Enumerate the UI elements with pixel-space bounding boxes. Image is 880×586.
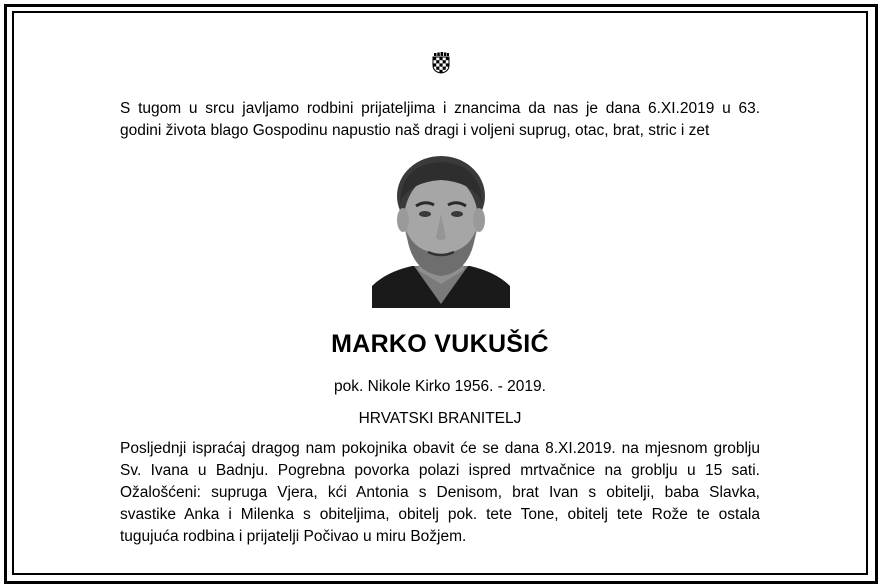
intro-paragraph: [120, 98, 760, 142]
intro-line-2: godini života blago Gospodinu napustio naš dragi i voljeni suprug, otac, brat, stric i zet: [120, 122, 710, 139]
body-line-4: svastike Anka i Milenka s obiteljima, obitelj pok. tete Tone, obitelj tete Rože te ostala: [120, 506, 760, 523]
funeral-details-paragraph: [120, 438, 760, 548]
croatian-coat-of-arms-icon: [432, 52, 450, 74]
body-line-2: Sv. Ivana u Badnju. Pogrebna povorka polazi ispred mrtvačnice na groblju u 15 sati.: [120, 462, 760, 479]
deceased-name: MARKO VUKUŠIĆ: [331, 330, 549, 358]
lineage-dates: pok. Nikole Kirko 1956. - 2019.: [334, 378, 546, 395]
body-line-1: Posljednji ispraćaj dragog nam pokojnika obavit će se dana 8.XI.2019. na mjesnom groblju: [120, 440, 760, 457]
body-line-3: Ožalošćeni: supruga Vjera, kći Antonia s Denisom, brat Ivan s obitelji, baba Slavka,: [120, 484, 760, 501]
intro-line-1: S tugom u srcu javljamo rodbini prijateljima i znancima da nas je dana 6.XI.2019 u 63.: [120, 100, 760, 117]
honorary-title: HRVATSKI BRANITELJ: [358, 410, 522, 427]
body-line-5: tugujuća rodbina i prijatelji Počivao u miru Božjem.: [120, 528, 467, 545]
portrait-photo: [372, 154, 510, 308]
